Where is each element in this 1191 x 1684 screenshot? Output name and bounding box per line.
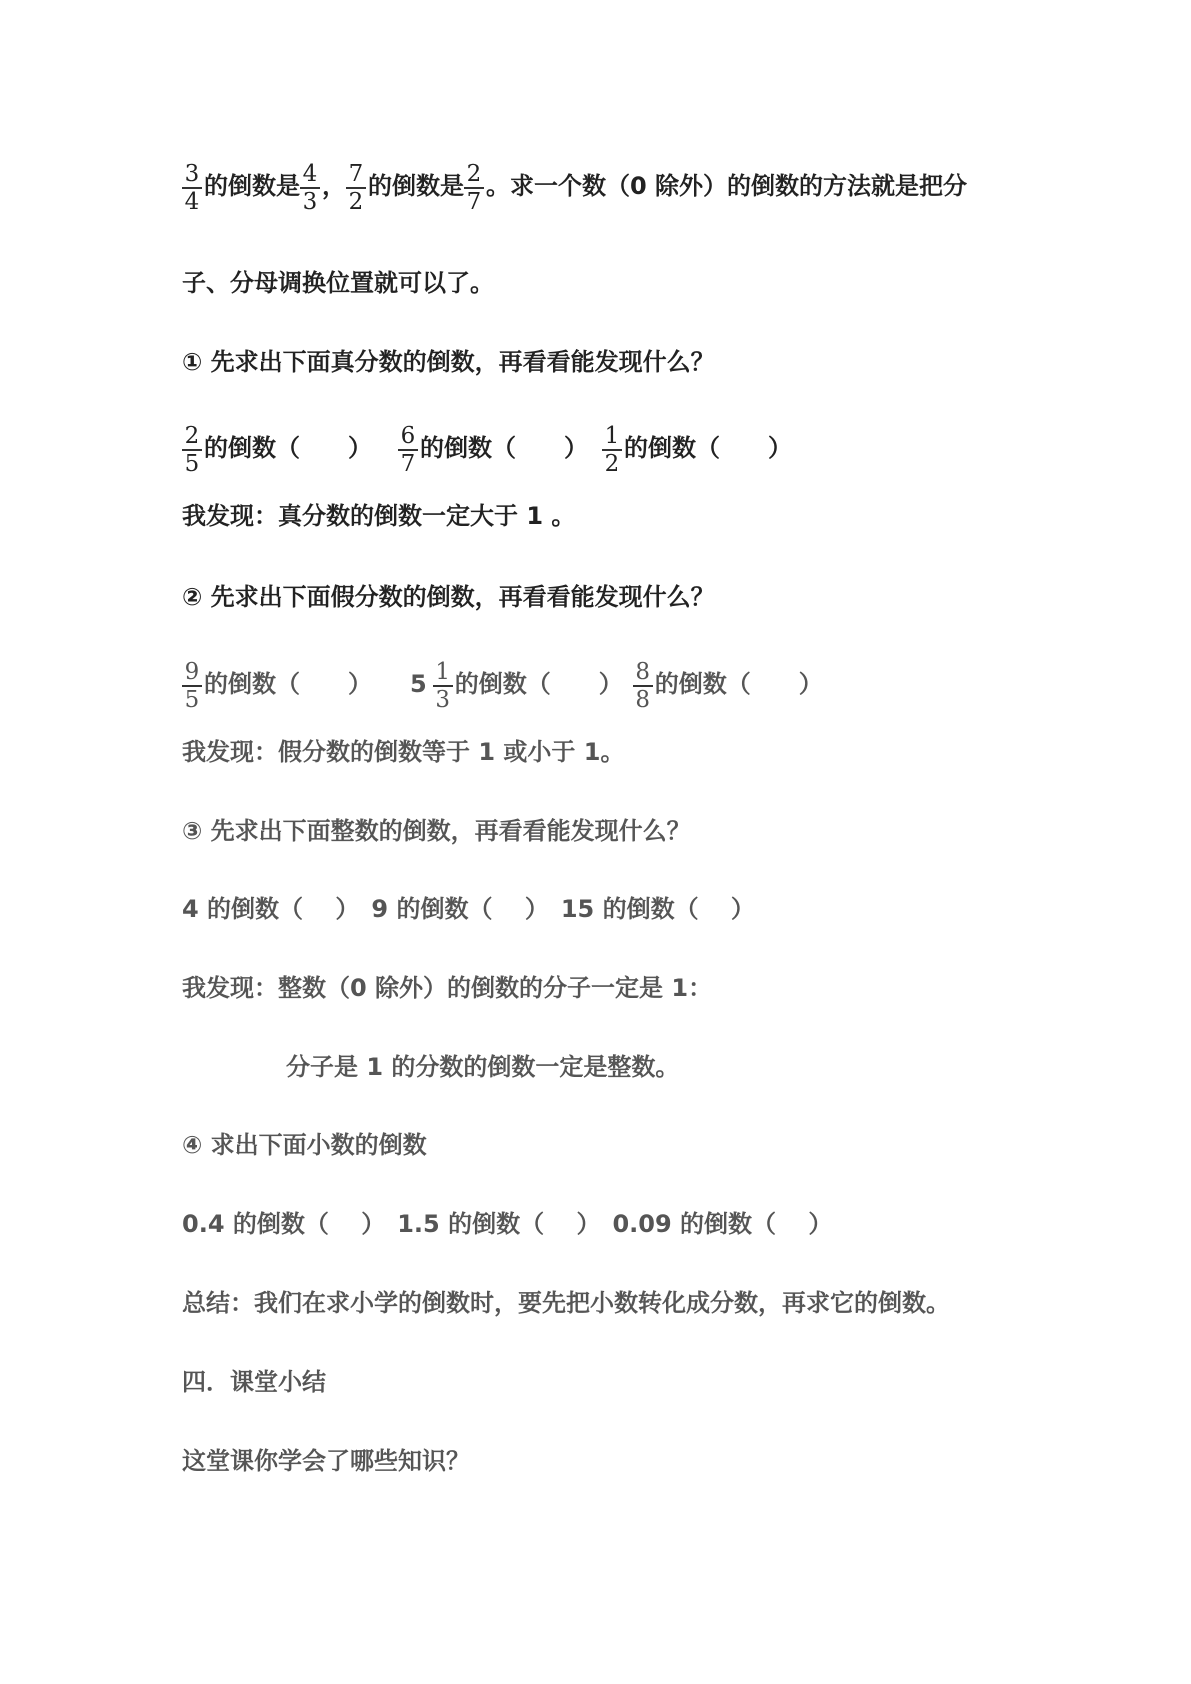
numerator: 6 (400, 423, 416, 449)
numerator: 2 (184, 423, 200, 449)
fraction (464, 162, 484, 214)
denominator: 8 (635, 686, 651, 713)
denominator: 5 (184, 686, 200, 713)
numerator: 9 (184, 659, 200, 685)
denominator: 7 (400, 450, 416, 477)
fraction (182, 162, 202, 214)
intro-text: 。求一个数（0 除外）的倒数的方法就是把分 (486, 171, 968, 200)
whole-number: 5 (410, 669, 427, 698)
fraction (300, 162, 320, 214)
numerator: 1 (435, 659, 451, 685)
section1-heading: ① 先求出下面真分数的倒数，再看看能发现什么？ (182, 348, 715, 376)
numerator: 1 (604, 423, 620, 449)
section3-heading: ③ 先求出下面整数的倒数，再看看能发现什么？ (182, 817, 691, 845)
section4-summary: 总结：我们在求小学的倒数时，要先把小数转化成分数，再求它的倒数。 (182, 1289, 950, 1317)
section5-question: 这堂课你学会了哪些知识？ (182, 1447, 470, 1475)
section2-heading: ② 先求出下面假分数的倒数，再看看能发现什么？ (182, 583, 715, 611)
item-text: 的倒数（ ） (420, 433, 588, 462)
item-text: 的倒数（ ） (204, 669, 372, 698)
denominator: 5 (184, 450, 200, 477)
numerator: 8 (635, 659, 651, 685)
denominator: 7 (466, 188, 482, 215)
numerator: 3 (184, 161, 200, 187)
fraction (182, 424, 202, 476)
item-text: 的倒数（ ） (204, 433, 372, 462)
section2-finding: 我发现：假分数的倒数等于 1 或小于 1。 (182, 738, 625, 766)
section3-items: 4 的倒数（ ） 9 的倒数（ ） 15 的倒数（ ） (182, 895, 755, 923)
fraction (182, 660, 202, 712)
fraction (398, 424, 418, 476)
intro-text: 的倒数是 (368, 171, 464, 200)
separator: ， (322, 171, 346, 200)
section4-heading: ④ 求出下面小数的倒数 (182, 1131, 427, 1159)
fraction (433, 660, 453, 712)
fraction (602, 424, 622, 476)
section3-finding-continued: 分子是 1 的分数的倒数一定是整数。 (286, 1053, 680, 1081)
item-text: 的倒数（ ） (654, 669, 823, 698)
numerator: 4 (302, 161, 318, 187)
intro-continuation: 子、分母调换位置就可以了。 (182, 269, 494, 297)
fraction (633, 660, 653, 712)
intro-text: 的倒数是 (204, 171, 300, 200)
intro-line (182, 160, 968, 215)
denominator: 2 (348, 188, 364, 215)
denominator: 4 (184, 188, 200, 215)
denominator: 3 (302, 188, 318, 215)
numerator: 2 (466, 161, 482, 187)
item-text: 的倒数（ ） (624, 433, 792, 462)
section5-heading: 四．课堂小结 (182, 1368, 326, 1396)
section1-items (182, 422, 792, 477)
numerator: 7 (348, 161, 364, 187)
denominator: 2 (604, 450, 620, 477)
section2-items (182, 658, 823, 713)
fraction (346, 162, 366, 214)
item-text: 的倒数（ ） (454, 669, 623, 698)
section3-finding: 我发现：整数（0 除外）的倒数的分子一定是 1： (182, 974, 713, 1002)
denominator: 3 (435, 686, 451, 713)
section1-finding: 我发现：真分数的倒数一定大于 1 。 (182, 502, 576, 530)
section4-items: 0.4 的倒数（ ） 1.5 的倒数（ ） 0.09 的倒数（ ） (182, 1210, 833, 1238)
